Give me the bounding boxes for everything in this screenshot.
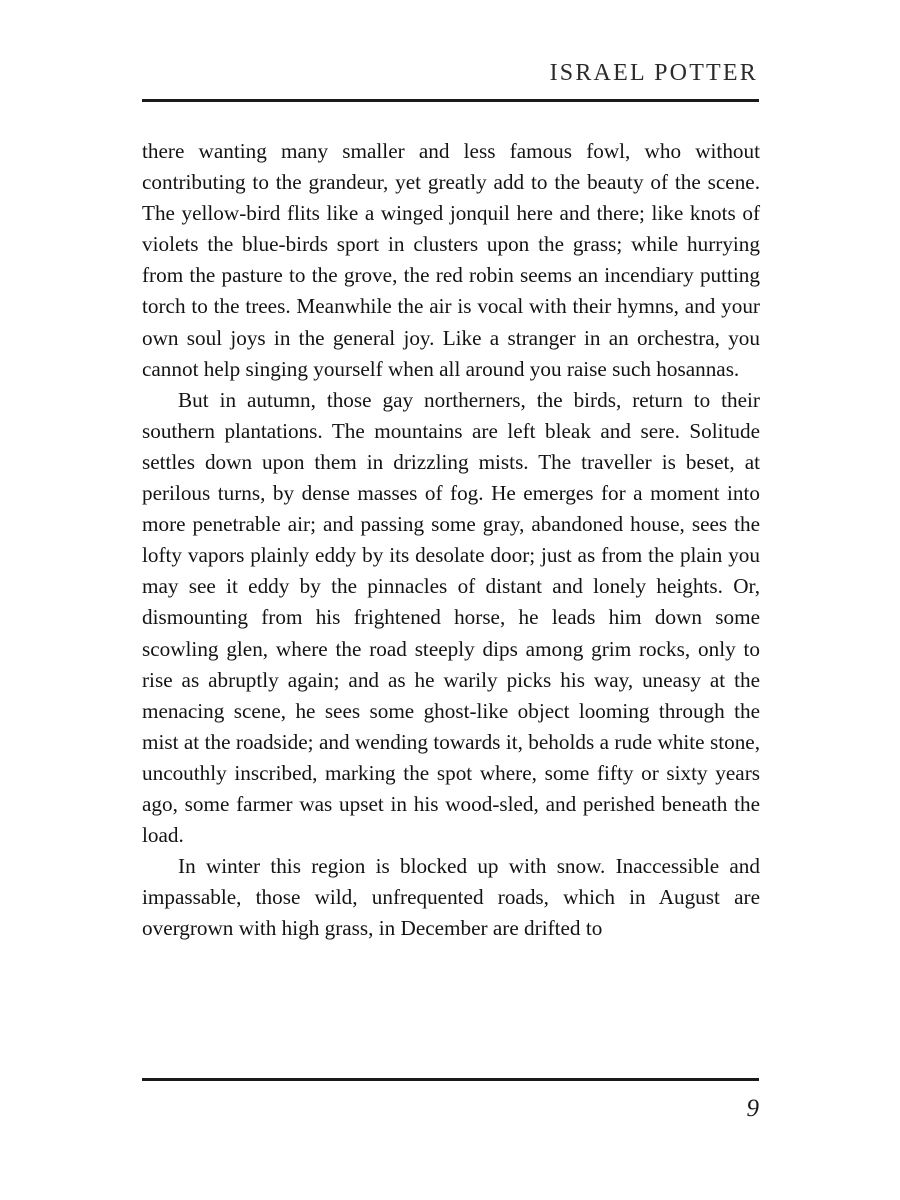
running-head-title: ISRAEL POTTER: [549, 60, 758, 86]
page-header: [142, 60, 758, 87]
body-text-block: [142, 136, 760, 944]
footer-rule: [142, 1078, 759, 1081]
page-number: 9: [746, 1095, 759, 1122]
paragraph-3: In winter this region is blocked up with snow. Inaccessible and impassable, those wild, unfrequented roads, which in August are overgrown with high grass, in December are drifted to: [142, 854, 760, 941]
paragraph-2: But in autumn, those gay northerners, the birds, return to their southern plantations. The mountains are left bleak and sere. Solitude settles down upon them in drizzling mists. The traveller is beset, at perilous turns, by dense masses of fog. He emerges for a moment into more penetrable air; and passing some gray, abandoned house, sees the lofty vapors plainly eddy by its desolate door; just as from the plain you may see it eddy by the pinnacles of distant and lonely heights. Or, dismounting from his frightened horse, he leads him down some scowling glen, where the road steeply dips among grim rocks, only to rise as abruptly again; and as he warily picks his way, uneasy at the menacing scene, he sees some ghost-like object looming through the mist at the roadside; and wending towards it, beholds a rude white stone, uncouthly inscribed, marking the spot where, some fifty or sixty years ago, some farmer was upset in his wood-sled, and perished beneath the load.: [142, 387, 760, 848]
paragraph-1: there wanting many smaller and less famous fowl, who without contributing to the grandeur, yet greatly add to the beauty of the scene. The yellow-bird flits like a winged jonquil here and there; like knots of violets the blue-birds sport in clusters upon the grass; while hurrying from the pasture to the grove, the red robin seems an incendiary putting torch to the trees. Meanwhile the air is vocal with their hymns, and your own soul joys in the general joy. Like a stranger in an orchestra, you cannot help singing yourself when all around you raise such hosannas.: [142, 139, 760, 381]
header-rule: [142, 99, 759, 102]
